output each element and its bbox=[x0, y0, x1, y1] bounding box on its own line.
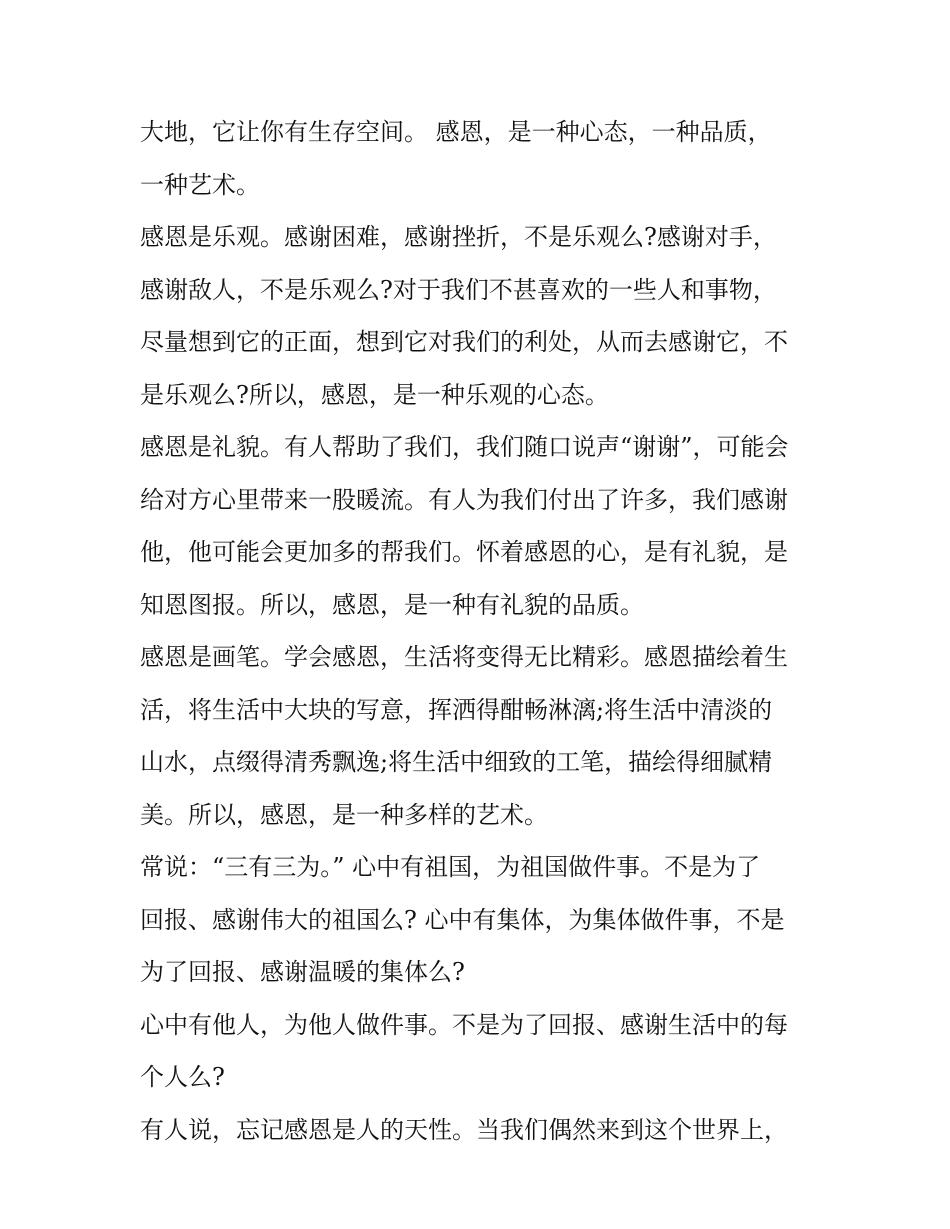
text-line: 尽量想到它的正面，想到它对我们的利处，从而去感谢它，不 bbox=[140, 328, 788, 356]
text-line: 感恩是画笔。学会感恩，生活将变得无比精彩。感恩描绘着生 bbox=[140, 643, 788, 671]
text-line: 感恩是乐观。感谢困难，感谢挫折，不是乐观么?感谢对手， bbox=[140, 223, 777, 251]
text-line: 为了回报、感谢温暖的集体么? bbox=[140, 958, 465, 986]
text-line: 个人么? bbox=[140, 1063, 225, 1091]
text-line: 常说：“三有三为。” 心中有祖国，为祖国做件事。不是为了 bbox=[140, 853, 761, 881]
text-line: 活，将生活中大块的写意，挥洒得酣畅淋漓;将生活中清淡的 bbox=[140, 695, 773, 724]
text-line: 感谢敌人，不是乐观么?对于我们不甚喜欢的一些人和事物， bbox=[140, 275, 777, 304]
text-line: 美。所以，感恩，是一种多样的艺术。 bbox=[140, 800, 548, 829]
text-line: 心中有他人，为他人做件事。不是为了回报、感谢生活中的每 bbox=[140, 1010, 788, 1039]
text-line: 大地，它让你有生存空间。 感恩，是一种心态，一种品质， bbox=[140, 118, 772, 146]
text-line: 回报、感谢伟大的祖国么? 心中有集体，为集体做件事，不是 bbox=[140, 905, 785, 934]
text-line: 山水，点缀得清秀飘逸;将生活中细致的工笔，描绘得细腻精 bbox=[140, 748, 773, 776]
text-line: 有人说，忘记感恩是人的天性。当我们偶然来到这个世界上， bbox=[140, 1115, 788, 1144]
text-line: 感恩是礼貌。有人帮助了我们，我们随口说声“谢谢”，可能会 bbox=[140, 433, 789, 461]
text-line: 给对方心里带来一股暖流。有人为我们付出了许多，我们感谢 bbox=[140, 485, 788, 514]
document-body bbox=[140, 106, 820, 1156]
text-line: 他，他可能会更加多的帮我们。怀着感恩的心，是有礼貌，是 bbox=[140, 538, 788, 566]
text-line: 是乐观么?所以，感恩，是一种乐观的心态。 bbox=[140, 380, 609, 409]
text-line: 知恩图报。所以，感恩，是一种有礼貌的品质。 bbox=[140, 590, 644, 619]
text-line: 一种艺术。 bbox=[140, 170, 260, 199]
